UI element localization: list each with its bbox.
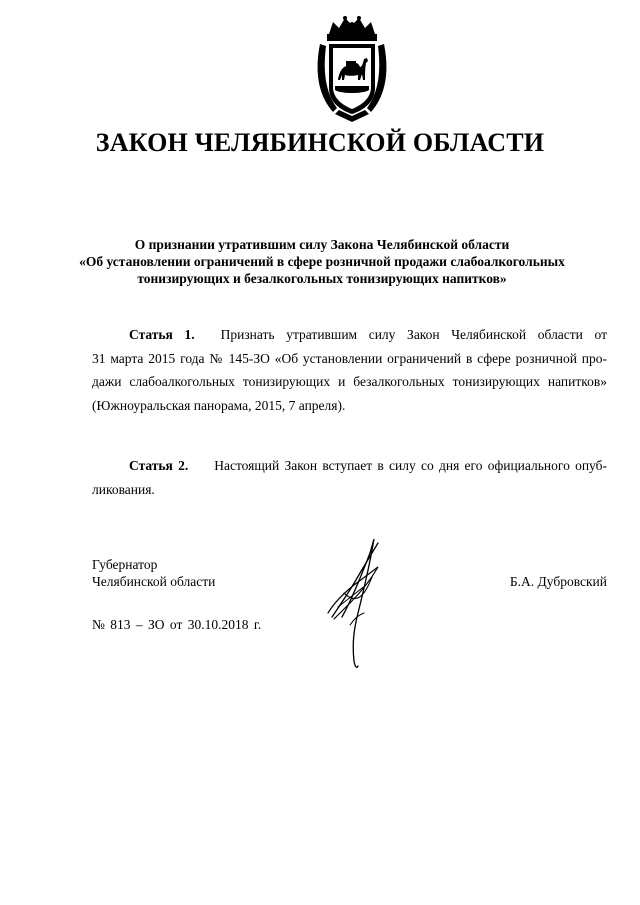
- signer-role-line: Челябинской области: [92, 573, 216, 589]
- article-1: [92, 323, 607, 417]
- article-2-text: Настоящий Закон вступает в силу со дня его официального опуб-: [214, 458, 607, 473]
- law-subject-line: О признании утратившим силу Закона Челябинской области: [134, 237, 510, 252]
- article-1-text: дажи слабоалкогольных тонизирующих и безалкогольных тонизирующих напитков»: [92, 374, 607, 389]
- article-2: [92, 454, 607, 501]
- article-2-first-line: [92, 454, 607, 478]
- law-subject: [40, 236, 604, 287]
- law-subject-line: «Об установлении ограничений в сфере розничной продажи слабоалкогольных: [79, 254, 565, 269]
- article-1-first-line: [92, 323, 607, 347]
- signer-role-line: Губернатор: [92, 557, 158, 572]
- registration-number: № 813 – ЗО от 30.10.2018 г.: [92, 617, 262, 632]
- article-2-heading: Статья 2.: [129, 458, 189, 473]
- chelyabinsk-coat-of-arms-icon: [315, 14, 389, 126]
- law-title: ЗАКОН ЧЕЛЯБИНСКОЙ ОБЛАСТИ: [95, 128, 545, 157]
- signer-role: [92, 557, 215, 590]
- article-2-text: ликования.: [92, 481, 155, 497]
- article-1-text: (Южноуральская панорама, 2015, 7 апреля).: [92, 397, 346, 413]
- article-1-text: Признать утратившим силу Закон Челябинской области от: [220, 327, 608, 342]
- article-1-heading: Статья 1.: [129, 327, 195, 342]
- article-1-text: 31 марта 2015 года № 145-ЗО «Об установлении ограничений в сфере розничной про-: [92, 350, 607, 366]
- signer-name: Б.А. Дубровский: [509, 574, 607, 589]
- handwritten-signature-icon: [320, 533, 390, 671]
- law-subject-line: тонизирующих и безалкогольных тонизирующих напитков»: [137, 271, 507, 286]
